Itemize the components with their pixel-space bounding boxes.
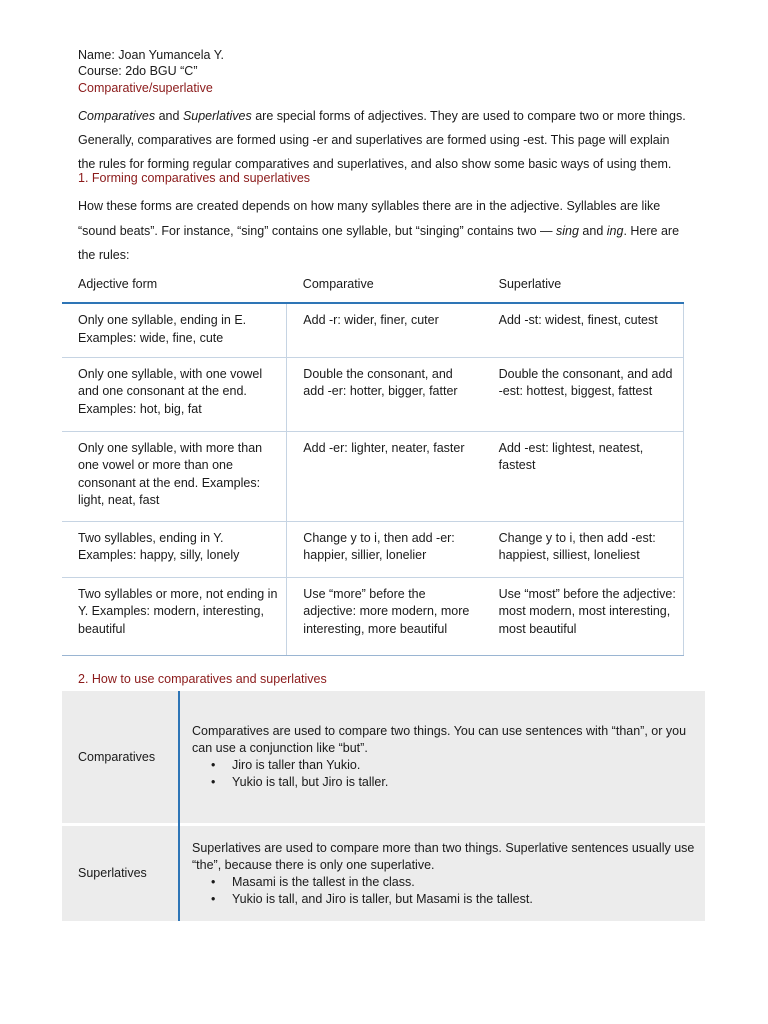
cell-superlative: Add -st: widest, finest, cutest: [483, 303, 684, 357]
forming-text: . Here are: [623, 223, 680, 238]
forming-line: the rules:: [78, 248, 130, 262]
term-superlatives: Superlatives: [182, 109, 252, 123]
cell-comparative: Double the consonant, and add -er: hotter, bigger, fatter: [287, 357, 483, 431]
table-row: [62, 577, 684, 655]
forming-line: [78, 219, 698, 244]
intro-text: are special forms of adjectives. They are used to compare two or more things.: [251, 109, 686, 123]
term-sing: sing: [556, 223, 579, 238]
cell-comparative: Add -er: lighter, neater, faster: [287, 431, 483, 521]
list-item: • Jiro is taller than Yukio.: [232, 757, 697, 774]
term-comparatives: Comparatives: [78, 109, 156, 123]
term-label-comparatives: Comparatives: [62, 691, 179, 823]
header-comparative: Comparative: [287, 272, 483, 303]
usage-row-comparatives: [62, 691, 705, 823]
forming-line: How these forms are created depends on how many syllables there are in the adjective. Syllables are like: [78, 199, 661, 213]
course-info: Course: 2do BGU “C”: [78, 64, 198, 78]
student-name: Name: Joan Yumancela Y.: [78, 48, 224, 62]
term-ing: ing: [606, 223, 624, 238]
usage-description: Superlatives are used to compare more than two things. Superlative sentences usually use “the”, because there is only one superlative.: [192, 840, 695, 872]
list-item: • Yukio is tall, but Jiro is taller.: [232, 774, 697, 791]
example-list: [192, 874, 697, 908]
cell-superlative: Use “most” before the adjective: most modern, most interesting, most beautiful: [483, 577, 684, 655]
table-row: [62, 357, 684, 431]
header-superlative: Superlative: [483, 272, 684, 303]
cell-adjective-form: Only one syllable, ending in E. Examples: wide, fine, cute: [62, 303, 287, 357]
table-row: [62, 431, 684, 521]
list-item: • Masami is the tallest in the class.: [232, 874, 697, 891]
intro-paragraph: [78, 104, 698, 176]
example-list: [192, 757, 697, 791]
usage-row-superlatives: [62, 826, 705, 921]
cell-adjective-form: Two syllables, ending in Y. Examples: happy, silly, lonely: [62, 521, 287, 577]
desc-comparatives: [179, 691, 705, 823]
usage-table: [62, 691, 705, 921]
rules-table: [62, 272, 684, 656]
cell-comparative: Add -r: wider, finer, cuter: [287, 303, 483, 357]
rules-header-row: [62, 272, 684, 303]
list-item: • Yukio is tall, and Jiro is taller, but Masami is the tallest.: [232, 891, 697, 908]
intro-line: [78, 104, 698, 128]
cell-adjective-form: Only one syllable, with more than one vowel or more than one consonant at the end. Examples: light, neat, fast: [62, 431, 287, 521]
term-label-superlatives: Superlatives: [62, 826, 179, 921]
cell-superlative: Add -est: lightest, neatest, fastest: [483, 431, 684, 521]
cell-adjective-form: Only one syllable, with one vowel and one consonant at the end. Examples: hot, big, fat: [62, 357, 287, 431]
cell-superlative: Change y to i, then add -est: happiest, silliest, loneliest: [483, 521, 684, 577]
intro-line: Generally, comparatives are formed using -er and superlatives are formed using -est. This page will explain: [78, 133, 670, 147]
subject-title: Comparative/superlative: [78, 81, 213, 95]
forming-text: and: [578, 223, 607, 238]
section-heading-forming: 1. Forming comparatives and superlatives: [78, 171, 311, 185]
cell-comparative: Use “more” before the adjective: more modern, more interesting, more beautiful: [287, 577, 483, 655]
cell-superlative: Double the consonant, and add -est: hottest, biggest, fattest: [483, 357, 684, 431]
intro-line: the rules for forming regular comparatives and superlatives, and also show some basic ways of using them.: [78, 157, 672, 171]
intro-text: and: [155, 109, 183, 123]
table-row: [62, 303, 684, 357]
forming-text: “sound beats”. For instance, “sing” contains one syllable, but “singing” contains two —: [78, 223, 557, 238]
cell-comparative: Change y to i, then add -er: happier, sillier, lonelier: [287, 521, 483, 577]
usage-description: Comparatives are used to compare two things. You can use sentences with “than”, or you can use a conjunction like “but”.: [192, 724, 687, 755]
section-heading-usage: 2. How to use comparatives and superlatives: [78, 672, 327, 686]
desc-superlatives: [179, 826, 705, 921]
table-row: [62, 521, 684, 577]
cell-adjective-form: Two syllables or more, not ending in Y. Examples: modern, interesting, beautiful: [62, 577, 287, 655]
header-adjective-form: Adjective form: [62, 272, 287, 303]
forming-paragraph: [78, 194, 698, 268]
